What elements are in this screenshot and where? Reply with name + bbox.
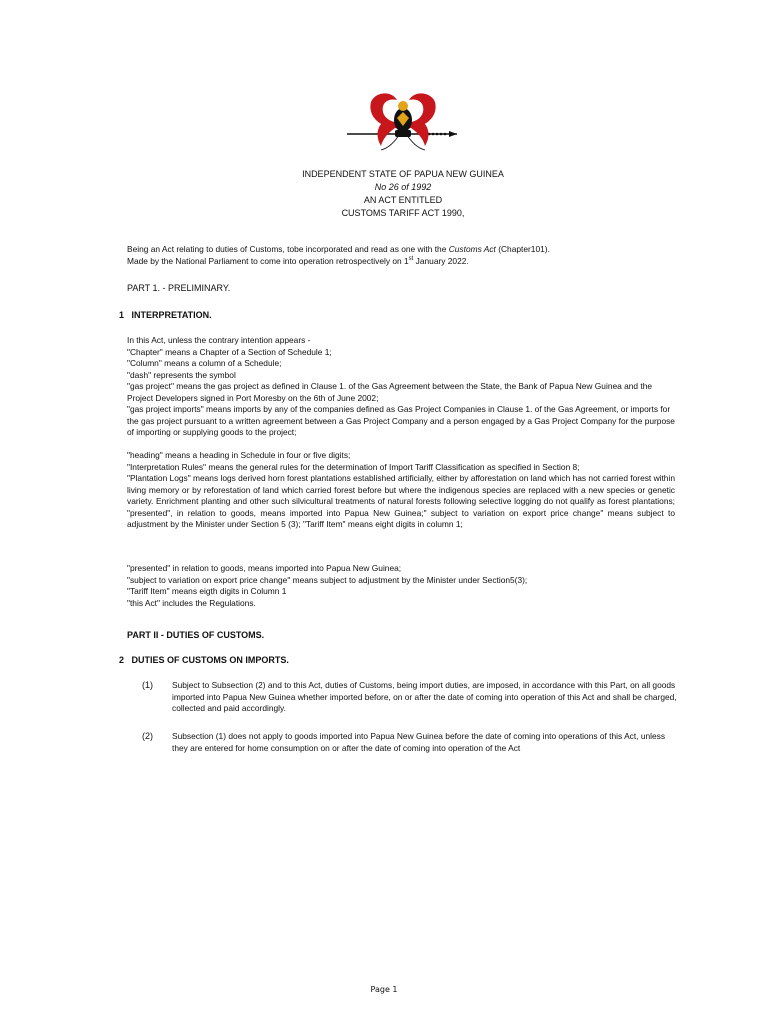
definition-line: "Chapter" means a Chapter of a Section of Schedule 1; <box>127 346 332 357</box>
intro-text <box>127 244 687 267</box>
definition-line: "dash" represents the symbol <box>127 369 236 380</box>
subsection-text: Subsection (1) does not apply to goods imported into Papua New Guinea before the date of coming into operations of this Act, unless they are entered for home consumption on or after the date of coming into operation of the Act <box>172 731 666 753</box>
definition-line: "Interpretation Rules" means the general rules for the determination of Import Tariff Classification as specified in Section 8; <box>127 461 580 472</box>
subsection-text: Subject to Subsection (2) and to this Act, duties of Customs, being import duties, are imposed, in accordance with this Part, on all goods imported into Papua New Guinea whether imported before, on or after the date of coming into operation of this Act and shall be charged, collected and paid accordingly. <box>172 680 677 713</box>
definition-line: In this Act, unless the contrary intention appears - <box>127 335 311 345</box>
subsection-number: (2) <box>142 731 153 741</box>
title-block <box>250 168 556 220</box>
part-1-heading: PART 1. - PRELIMINARY. <box>127 283 231 293</box>
definition-line: "Tariff Item" means eigth digits in Column 1 <box>127 586 287 596</box>
section-2-heading: 2 DUTIES OF CUSTOMS ON IMPORTS. <box>119 655 289 665</box>
subsection-number: (1) <box>142 680 153 690</box>
bird-of-paradise-emblem-icon <box>345 90 461 154</box>
intro-line-2: Made by the National Parliament to come into operation retrospectively on 1st January 2022. <box>127 255 469 266</box>
definition-line: "subject to variation on export price change" means subject to adjustment by the Minister under Section5(3); <box>127 574 528 585</box>
definitions-group-1 <box>127 335 675 439</box>
definitions-group-2 <box>127 450 675 531</box>
definitions-group-3 <box>127 563 675 609</box>
part-2-heading: PART II - DUTIES OF CUSTOMS. <box>127 630 265 640</box>
definition-line: "gas project" means the gas project as defined in Clause 1. of the Gas Agreement between the State, the Bank of Papua New Guinea and the Project Developers signed in Port Moresby on the 6th of June 2002; <box>127 381 653 403</box>
act-title: CUSTOMS TARIFF ACT 1990, <box>341 208 465 218</box>
state-name: INDEPENDENT STATE OF PAPUA NEW GUINEA <box>302 169 504 179</box>
page-number: Page 1 <box>370 985 398 994</box>
definition-line: "gas project imports" means imports by any of the companies defined as Gas Project Companies in Clause 1. of the Gas Agreement, or imports for the gas project pursuant to a written agreement between a Gas Project Company and a person engaged by a Gas Project Company for the purpose of importing or supplying goods to the project; <box>127 404 675 437</box>
act-number: No 26 of 1992 <box>374 182 432 192</box>
act-entitled: AN ACT ENTITLED <box>363 195 443 205</box>
section-1-heading: 1 INTERPRETATION. <box>119 310 212 320</box>
definition-line: "Column" means a column of a Schedule; <box>127 358 282 368</box>
subsection-2 <box>142 731 682 754</box>
definition-line: "Plantation Logs" means logs derived horn forest plantations established artificially, either by afforestation on land which has not carried forest within living memory or by reforestation of land which carried forest before but where the indigenous species are replaced with a new species or genetic variety. Enrichment planting and other such silvicultural treatments of natural forests following selective logging do not qualify as forest plantations; "presented", in relation to goods, means imported into Papua New Guinea;" subject to variation on export price change" means subject to adjustment by the Minister under Section 5 (3); "Tariff Item" means eight digits in column 1; <box>127 473 675 529</box>
intro-line-1: Being an Act relating to duties of Customs, tobe incorporated and read as one with the Customs Act (Chapter101). <box>127 244 550 254</box>
definition-line: "presented" in relation to goods, means imported into Papua New Guinea; <box>127 563 402 573</box>
subsection-1 <box>142 680 682 715</box>
definition-line: "this Act" includes the Regulations. <box>127 597 256 608</box>
definition-line: "heading" means a heading in Schedule in four or five digits; <box>127 450 351 460</box>
